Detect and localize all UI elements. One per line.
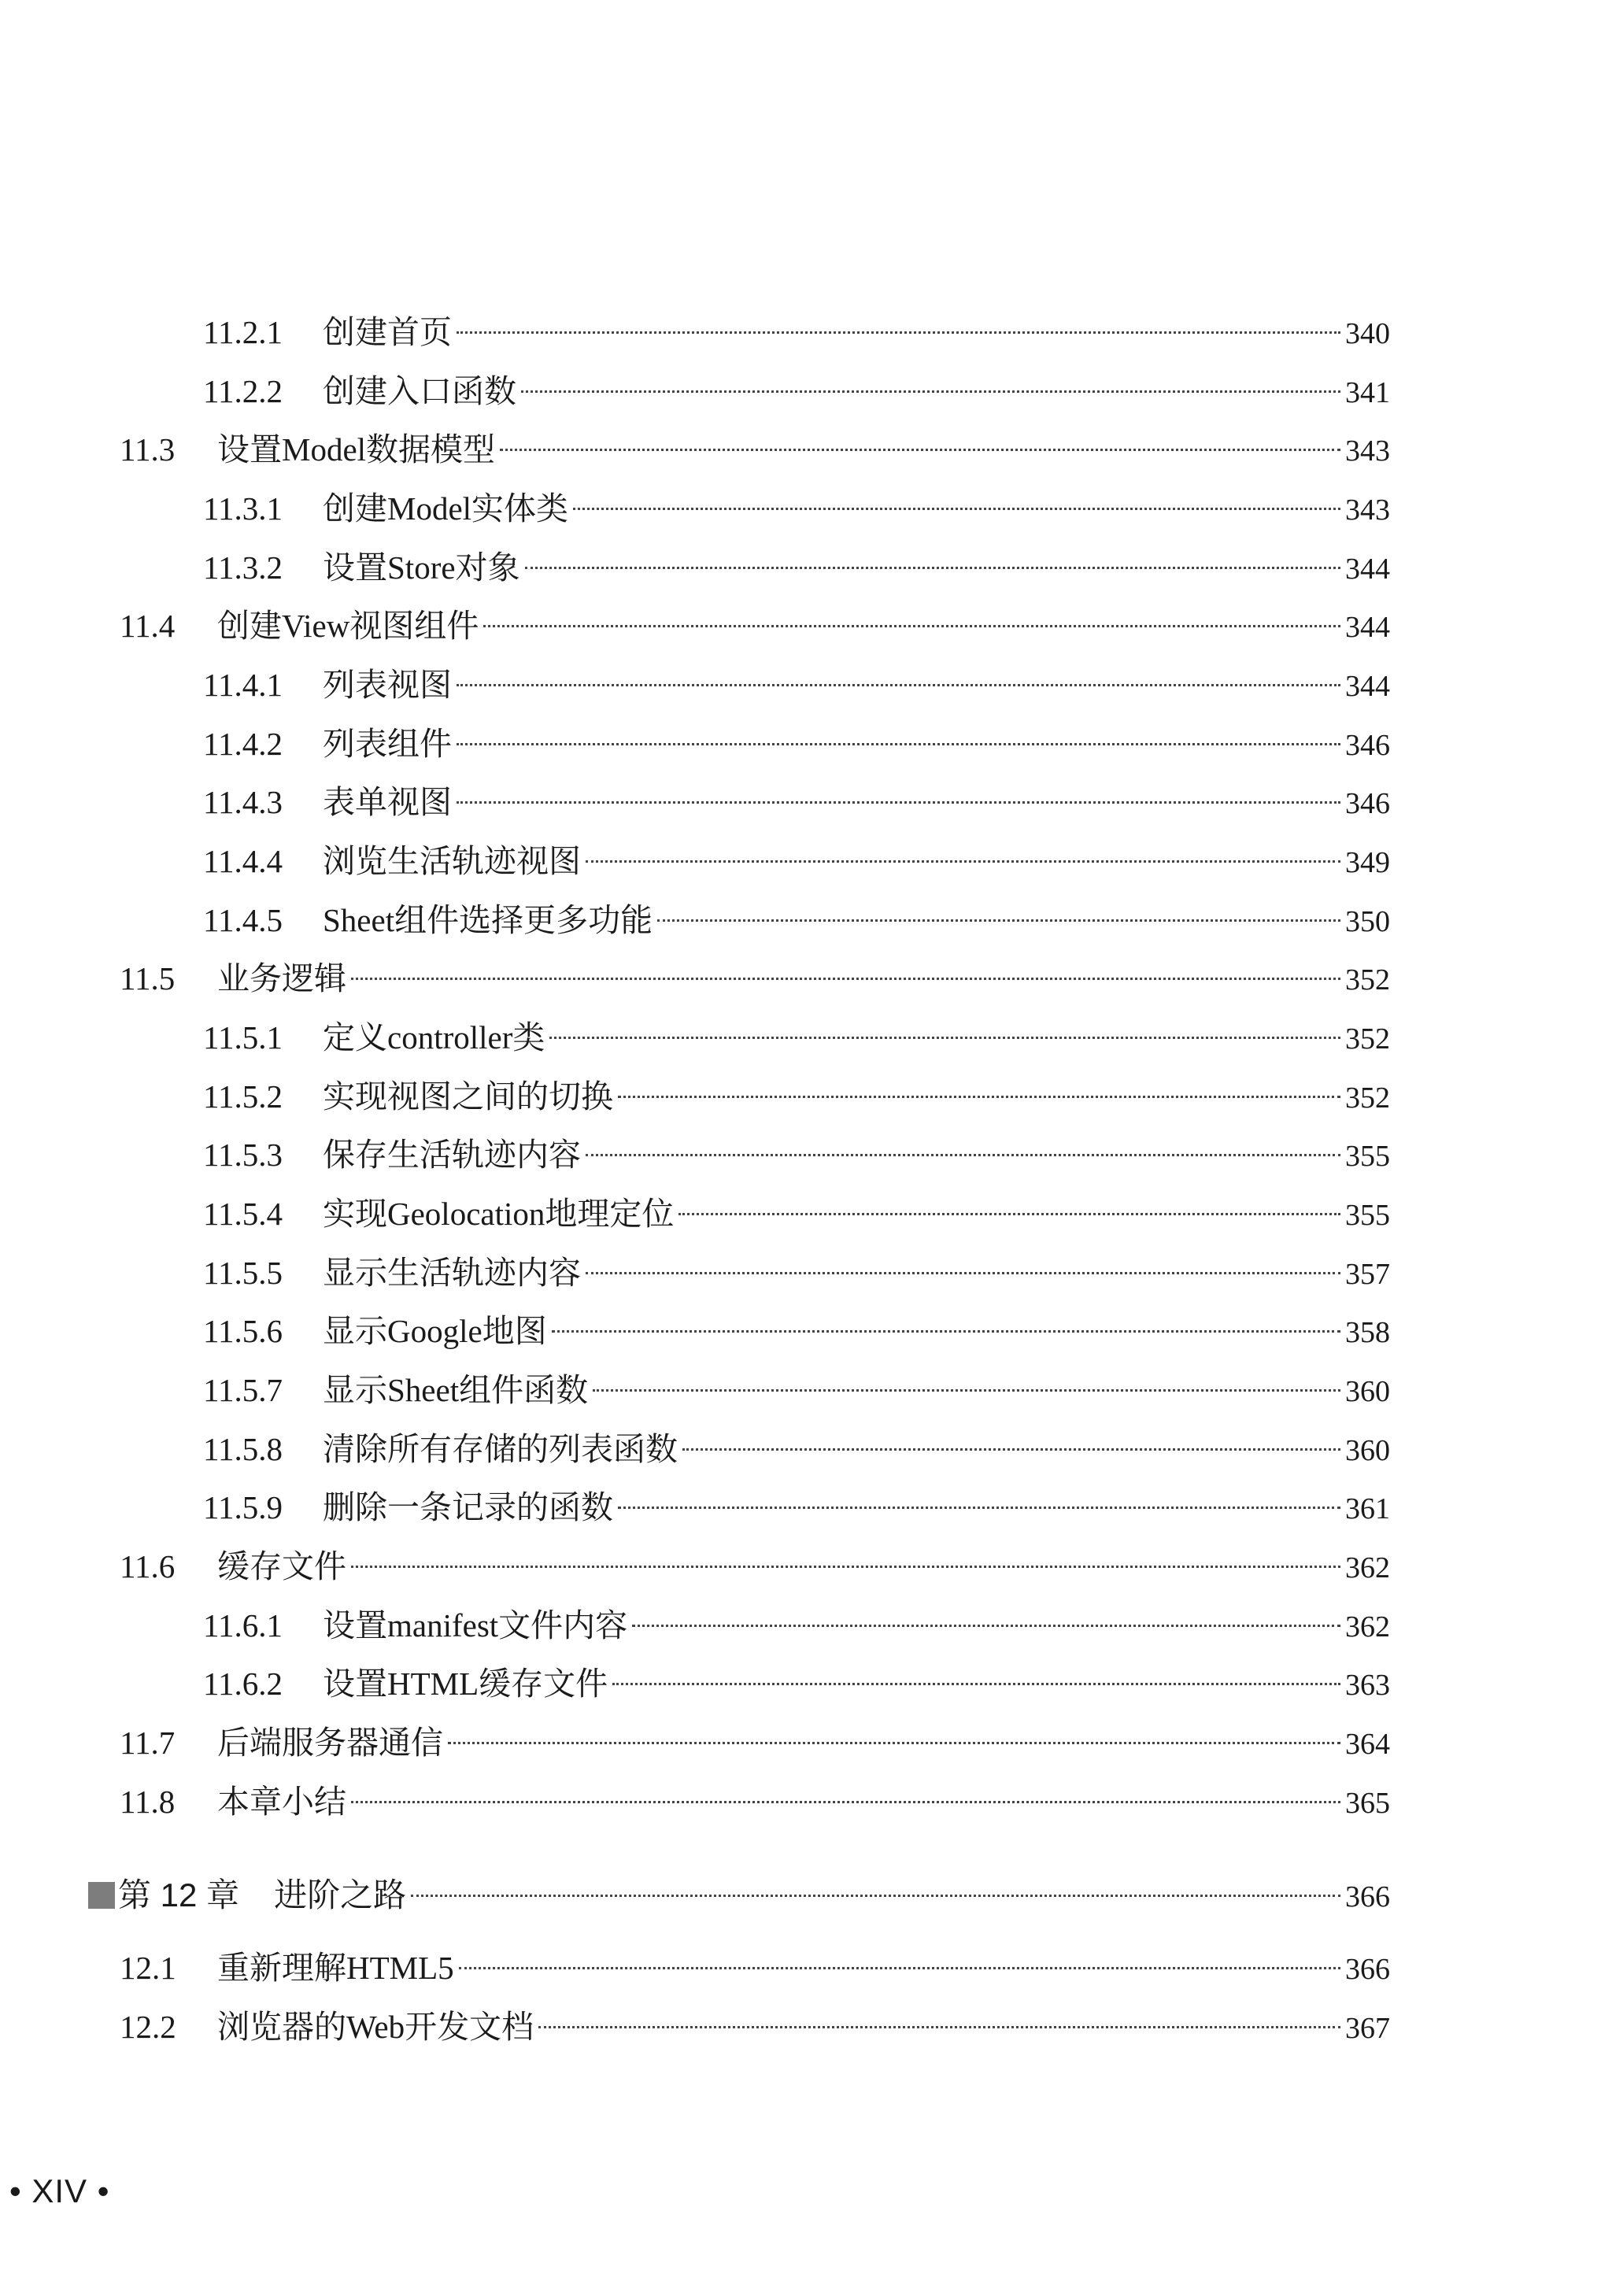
toc-subsection-entry[interactable] bbox=[203, 720, 1390, 767]
toc-entry-number: 11.4 bbox=[120, 608, 176, 644]
toc-entry-title: 显示Google地图 bbox=[323, 1313, 547, 1349]
toc-subsection-entry[interactable] bbox=[203, 897, 1390, 944]
toc-entry-title: 创建首页 bbox=[323, 314, 452, 350]
toc-entry-page-number: 357 bbox=[1345, 1258, 1390, 1291]
dot-leader bbox=[457, 331, 1340, 334]
dot-leader bbox=[500, 449, 1340, 451]
toc-entry-number: 11.2.2 bbox=[203, 373, 283, 409]
toc-entry-page-number: 352 bbox=[1345, 963, 1390, 996]
dot-leader bbox=[586, 1154, 1340, 1156]
toc-entry-title: 显示Sheet组件函数 bbox=[323, 1372, 589, 1408]
toc-subsection-entry[interactable] bbox=[203, 1249, 1390, 1296]
toc-entry-title: Sheet组件选择更多功能 bbox=[323, 902, 653, 938]
toc-entry-number: 11.6.1 bbox=[203, 1607, 283, 1643]
toc-entry-page-number: 362 bbox=[1345, 1610, 1390, 1643]
toc-subsection-entry[interactable] bbox=[203, 1131, 1390, 1178]
toc-entry-title: 删除一条记录的函数 bbox=[323, 1489, 613, 1525]
toc-entry-title: 设置Model数据模型 bbox=[217, 431, 496, 468]
toc-entry-number: 11.5.3 bbox=[203, 1137, 283, 1173]
toc-entry-page-number: 346 bbox=[1345, 787, 1390, 820]
toc-entry-number: 12.1 bbox=[120, 1950, 176, 1986]
toc-subsection-entry[interactable] bbox=[203, 368, 1390, 415]
dot-leader bbox=[573, 508, 1340, 510]
toc-chapter-label: 第 12 章 bbox=[118, 1876, 240, 1913]
dot-leader bbox=[618, 1507, 1340, 1509]
toc-entry-number: 11.5.9 bbox=[203, 1489, 283, 1525]
toc-section-entry[interactable] bbox=[120, 1778, 1390, 1825]
dot-leader bbox=[459, 1967, 1340, 1969]
dot-leader bbox=[586, 860, 1340, 863]
toc-entry-number: 11.5.6 bbox=[203, 1313, 283, 1349]
toc-entry-page-number: 360 bbox=[1345, 1434, 1390, 1467]
toc-section-entry[interactable] bbox=[120, 602, 1390, 649]
toc-entry-title: 本章小结 bbox=[217, 1784, 346, 1820]
dot-leader bbox=[448, 1742, 1340, 1744]
toc-entry-number: 11.5 bbox=[120, 960, 176, 996]
toc-entry-number: 11.6.2 bbox=[203, 1666, 283, 1702]
toc-section-entry[interactable] bbox=[120, 2003, 1390, 2050]
dot-leader bbox=[525, 567, 1340, 569]
toc-entry-title: 浏览器的Web开发文档 bbox=[217, 2009, 534, 2045]
toc-entry-title: 创建Model实体类 bbox=[323, 490, 569, 527]
toc-subsection-entry[interactable] bbox=[203, 1425, 1390, 1473]
toc-entry-title: 创建入口函数 bbox=[323, 373, 516, 409]
toc-entry-page-number: 352 bbox=[1345, 1081, 1390, 1115]
dot-leader bbox=[657, 919, 1340, 922]
toc-entry-page-number: 340 bbox=[1345, 317, 1390, 350]
toc-entry-title: 后端服务器通信 bbox=[217, 1725, 443, 1761]
toc-entry-title: 列表视图 bbox=[323, 667, 452, 703]
toc-entry-page-number: 358 bbox=[1345, 1316, 1390, 1349]
toc-entry-page-number: 343 bbox=[1345, 494, 1390, 527]
dot-leader bbox=[521, 390, 1340, 393]
dot-leader bbox=[618, 1096, 1340, 1098]
toc-entry-page-number: 360 bbox=[1345, 1375, 1390, 1408]
toc-entry-number: 11.6 bbox=[120, 1548, 176, 1584]
toc-entry-number: 11.4.2 bbox=[203, 726, 283, 762]
toc-subsection-entry[interactable] bbox=[203, 1484, 1390, 1531]
dot-leader bbox=[612, 1683, 1340, 1685]
page-number-footer: • XIV • bbox=[9, 2172, 110, 2209]
toc-subsection-entry[interactable] bbox=[203, 1366, 1390, 1414]
dot-leader bbox=[351, 1566, 1340, 1568]
dot-leader bbox=[593, 1389, 1340, 1392]
toc-entry-number: 11.3.1 bbox=[203, 490, 283, 527]
toc-entry-number: 11.3.2 bbox=[203, 549, 283, 586]
toc-entry-title: 浏览生活轨迹视图 bbox=[323, 843, 581, 879]
toc-entry-title: 列表组件 bbox=[323, 726, 452, 762]
toc-section-entry[interactable] bbox=[120, 955, 1390, 1002]
toc-subsection-entry[interactable] bbox=[203, 309, 1390, 356]
toc-entry-page-number: 344 bbox=[1345, 670, 1390, 703]
toc-chapter-entry[interactable] bbox=[88, 1872, 1390, 1919]
toc-entry-title: 清除所有存储的列表函数 bbox=[323, 1431, 678, 1467]
toc-entry-title: 设置manifest文件内容 bbox=[323, 1607, 628, 1643]
toc-entry-number: 11.2.1 bbox=[203, 314, 283, 350]
toc-entry-number: 11.4.4 bbox=[203, 843, 283, 879]
toc-entry-title: 进阶之路 bbox=[274, 1876, 407, 1913]
toc-entry-title: 缓存文件 bbox=[217, 1548, 346, 1584]
toc-entry-page-number: 365 bbox=[1345, 1787, 1390, 1820]
chapter-marker-square-icon bbox=[88, 1882, 115, 1909]
toc-entry-number: 11.7 bbox=[120, 1725, 176, 1761]
toc-entry-page-number: 346 bbox=[1345, 729, 1390, 762]
toc-entry-page-number: 355 bbox=[1345, 1199, 1390, 1232]
toc-entry-title: 设置HTML缓存文件 bbox=[323, 1666, 608, 1702]
toc-entry-title: 定义controller类 bbox=[323, 1019, 545, 1056]
toc-entry-page-number: 364 bbox=[1345, 1728, 1390, 1761]
dot-leader bbox=[552, 1330, 1340, 1333]
dot-leader bbox=[351, 1801, 1340, 1803]
toc-entry-page-number: 350 bbox=[1345, 905, 1390, 938]
toc-entry-title: 显示生活轨迹内容 bbox=[323, 1255, 581, 1291]
toc-entry-number: 11.5.8 bbox=[203, 1431, 283, 1467]
toc-entry-page-number: 362 bbox=[1345, 1551, 1390, 1584]
toc-entry-number: 11.5.2 bbox=[203, 1078, 283, 1115]
toc-subsection-entry[interactable] bbox=[203, 1190, 1390, 1237]
toc-entry-page-number: 361 bbox=[1345, 1492, 1390, 1525]
toc-entry-page-number: 352 bbox=[1345, 1022, 1390, 1056]
toc-section-entry[interactable] bbox=[120, 1719, 1390, 1766]
toc-entry-page-number: 367 bbox=[1345, 2012, 1390, 2045]
dot-leader bbox=[678, 1213, 1340, 1215]
toc-entry-number: 11.4.3 bbox=[203, 784, 283, 820]
toc-subsection-entry[interactable] bbox=[203, 1602, 1390, 1649]
toc-section-entry[interactable] bbox=[120, 1543, 1390, 1590]
toc-entry-title: 重新理解HTML5 bbox=[217, 1950, 454, 1986]
dot-leader bbox=[457, 801, 1340, 804]
dot-leader bbox=[457, 743, 1340, 745]
toc-subsection-entry[interactable] bbox=[203, 1307, 1390, 1355]
dot-leader bbox=[586, 1272, 1340, 1274]
dot-leader bbox=[549, 1037, 1340, 1039]
toc-subsection-entry[interactable] bbox=[203, 1660, 1390, 1707]
toc-subsection-entry[interactable] bbox=[203, 661, 1390, 708]
toc-entry-page-number: 341 bbox=[1345, 376, 1390, 409]
toc-subsection-entry[interactable] bbox=[203, 544, 1390, 591]
dot-leader bbox=[457, 684, 1340, 686]
toc-section-entry[interactable] bbox=[120, 1944, 1390, 1991]
toc-subsection-entry[interactable] bbox=[203, 837, 1390, 885]
toc-entry-title: 业务逻辑 bbox=[217, 960, 346, 996]
dot-leader bbox=[682, 1448, 1340, 1451]
toc-entry-number: 11.4.5 bbox=[203, 902, 283, 938]
dot-leader bbox=[632, 1625, 1340, 1627]
toc-entry-number: 11.5.5 bbox=[203, 1255, 283, 1291]
toc-entry-page-number: 355 bbox=[1345, 1140, 1390, 1173]
toc-subsection-entry[interactable] bbox=[203, 778, 1390, 826]
dot-leader bbox=[538, 2026, 1340, 2028]
toc-entry-number: 11.5.1 bbox=[203, 1019, 283, 1056]
dot-leader bbox=[483, 625, 1340, 627]
toc-entry-title: 实现Geolocation地理定位 bbox=[323, 1196, 675, 1232]
toc-entry-page-number: 363 bbox=[1345, 1669, 1390, 1702]
dot-leader bbox=[351, 978, 1340, 980]
toc-entry-title: 设置Store对象 bbox=[323, 549, 520, 586]
toc-entry-page-number: 366 bbox=[1345, 1953, 1390, 1986]
toc-entry-title: 表单视图 bbox=[323, 784, 452, 820]
toc-entry-title: 保存生活轨迹内容 bbox=[323, 1137, 581, 1173]
dot-leader bbox=[411, 1895, 1340, 1897]
toc-entry-number: 12.2 bbox=[120, 2009, 176, 2045]
toc-entry-page-number: 349 bbox=[1345, 846, 1390, 879]
toc-entry-page-number: 366 bbox=[1345, 1880, 1390, 1913]
toc-entry-page-number: 344 bbox=[1345, 553, 1390, 586]
toc-entry-title: 创建View视图组件 bbox=[217, 608, 479, 644]
toc-entry-number: 11.5.4 bbox=[203, 1196, 283, 1232]
toc-section-entry[interactable] bbox=[120, 426, 1390, 473]
toc-entry-title: 实现视图之间的切换 bbox=[323, 1078, 613, 1115]
toc-entry-number: 11.4.1 bbox=[203, 667, 283, 703]
toc-subsection-entry[interactable] bbox=[203, 485, 1390, 532]
toc-entry-number: 11.3 bbox=[120, 431, 176, 468]
toc-entry-page-number: 343 bbox=[1345, 434, 1390, 468]
toc-subsection-entry[interactable] bbox=[203, 1073, 1390, 1120]
toc-entry-number: 11.8 bbox=[120, 1784, 176, 1820]
toc-entry-number: 11.5.7 bbox=[203, 1372, 283, 1408]
toc-subsection-entry[interactable] bbox=[203, 1014, 1390, 1061]
toc-entry-page-number: 344 bbox=[1345, 611, 1390, 644]
